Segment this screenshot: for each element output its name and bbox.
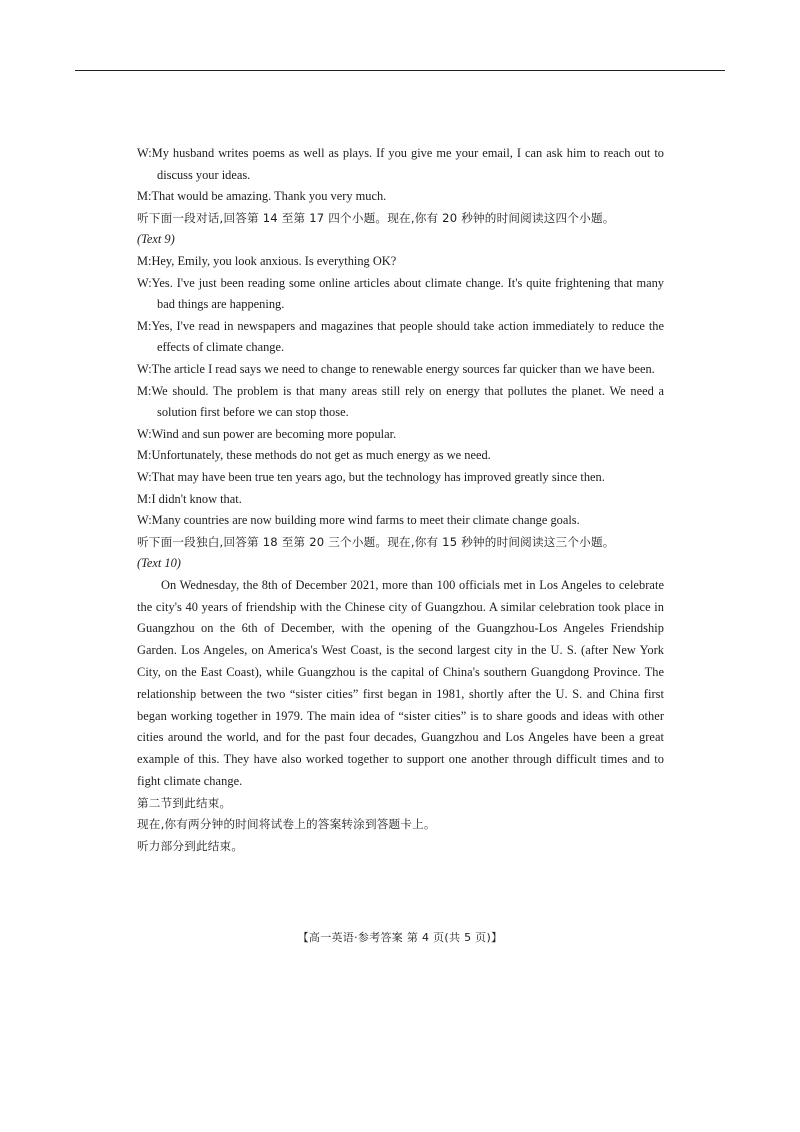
text-label: (Text 9) xyxy=(137,232,175,247)
dialogue-line: W:The article I read says we need to change to renewable energy sources far quicker than we have been. xyxy=(137,361,655,376)
header-rule xyxy=(75,70,725,71)
listening-instruction: 听下面一段对话,回答第 14 至第 17 四个小题。现在,你有 20 秒钟的时间阅读这四个小题。 xyxy=(137,210,615,225)
answer-key-content xyxy=(137,143,664,858)
listening-instruction: 听下面一段独白,回答第 18 至第 20 三个小题。现在,你有 15 秒钟的时间阅读这三个小题。 xyxy=(137,534,615,549)
text-label: (Text 10) xyxy=(137,556,181,571)
dialogue-line: M:Hey, Emily, you look anxious. Is everything OK? xyxy=(137,253,397,268)
dialogue-line: M:We should. The problem is that many areas still rely on energy that pollutes the planet. We need a solution first before we can stop those. xyxy=(137,383,664,420)
page-footer: 【高一英语·参考答案 第 4 页(共 5 页)】 xyxy=(297,931,503,944)
dialogue-line: M:Yes, I've read in newspapers and magazines that people should take action immediately to reduce the effects of climate change. xyxy=(137,318,664,355)
dialogue-line: W:Yes. I've just been reading some online articles about climate change. It's quite frightening that many bad things are happening. xyxy=(137,275,664,312)
listening-end-note: 听力部分到此结束。 xyxy=(137,839,244,854)
dialogue-line: W:Wind and sun power are becoming more popular. xyxy=(137,426,397,441)
dialogue-line: M:That would be amazing. Thank you very much. xyxy=(137,189,387,204)
transfer-answers-note: 现在,你有两分钟的时间将试卷上的答案转涂到答题卡上。 xyxy=(137,817,436,832)
dialogue-line: W:My husband writes poems as well as plays. If you give me your email, I can ask him to reach out to discuss your ideas. xyxy=(137,146,664,182)
dialogue-line: W:Many countries are now building more wind farms to meet their climate change goals. xyxy=(137,513,580,528)
dialogue-line: M:Unfortunately, these methods do not get as much energy as we need. xyxy=(137,448,491,463)
section-end-note: 第二节到此结束。 xyxy=(137,795,232,810)
monologue-passage: On Wednesday, the 8th of December 2021, more than 100 officials met in Los Angeles to celebrate the city's 40 years of friendship with the Chinese city of Guangzhou. A similar celebration took place in Guangzhou on the 6th of December, with the opening of the Guangzhou-Los Angeles Friendship Garden. Los Angeles, on America's West Coast, is the second largest city in the U. S. (after New York City, on the East Coast), while Guangzhou is the capital of China's southern Guangdong Province. The relationship between the two “sister cities” first began in 1981, shortly after the U. S. and China first began working together in 1979. The main idea of “sister cities” is to share goods and ideas with other cities around the world, and for the past four decades, Guangzhou and Los Angeles have been a great example of this. They have also worked together to support one another through difficult times and to fight climate change. xyxy=(137,577,664,789)
dialogue-line: M:I didn't know that. xyxy=(137,491,242,506)
dialogue-line: W:That may have been true ten years ago, but the technology has improved greatly since then. xyxy=(137,469,605,484)
